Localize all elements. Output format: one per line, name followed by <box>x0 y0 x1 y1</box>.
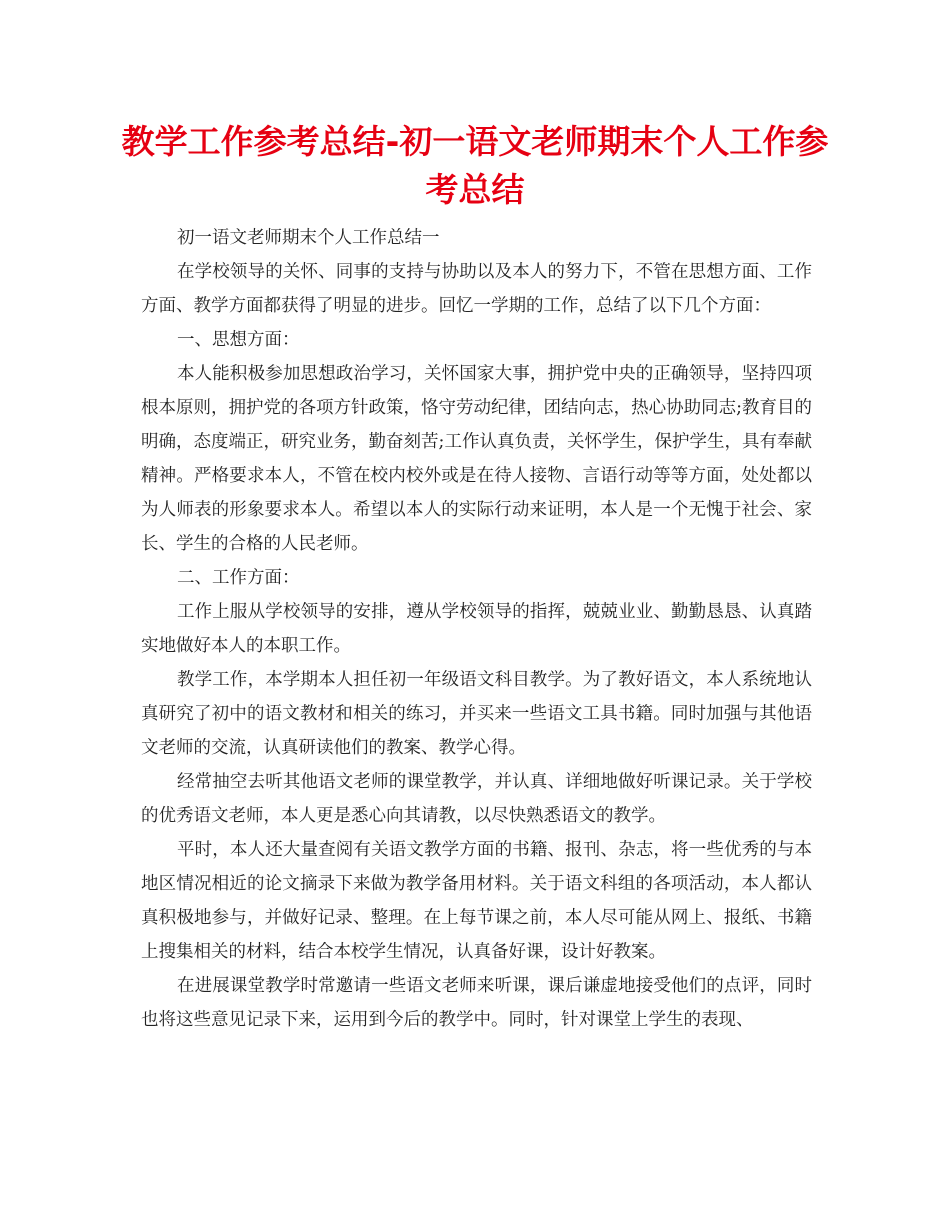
paragraph: 教学工作，本学期本人担任初一年级语文科目教学。为了教好语文，本人系统地认真研究了初中的语文教材和相关的练习，并买来一些语文工具书籍。同时加强与其他语文老师的交流，认真研读他们的教案、教学心得。 <box>141 670 812 758</box>
paragraph: 平时，本人还大量查阅有关语文教学方面的书籍、报刊、杂志，将一些优秀的与本地区情况相近的论文摘录下来做为教学备用材料。关于语文科组的各项活动，本人都认真积极地参与，并做好记录、整理。在上每节课之前，本人尽可能从网上、报纸、书籍上搜集相关的材料，结合本校学生情况，认真备好课，设计好教案。 <box>141 840 812 962</box>
paragraph: 工作上服从学校领导的安排，遵从学校领导的指挥，兢兢业业、勤勤恳恳、认真踏实地做好本人的本职工作。 <box>141 602 812 656</box>
paragraph: 在进展课堂教学时常邀请一些语文老师来听课，课后谦虚地接受他们的点评，同时也将这些意见记录下来，运用到今后的教学中。同时，针对课堂上学生的表现、 <box>141 976 812 1030</box>
section-heading: 初一语文老师期末个人工作总结一 <box>177 228 440 248</box>
section-heading: 二、工作方面： <box>177 568 300 588</box>
paragraph: 经常抽空去听其他语文老师的课堂教学，并认真、详细地做好听课记录。关于学校的优秀语文老师，本人更是悉心向其请教，以尽快熟悉语文的教学。 <box>141 772 812 826</box>
document-body <box>141 221 812 1037</box>
section-heading: 一、思想方面： <box>177 330 300 350</box>
paragraph: 本人能积极参加思想政治学习，关怀国家大事，拥护党中央的正确领导，坚持四项根本原则，拥护党的各项方针政策，恪守劳动纪律，团结向志，热心协助同志;教育目的明确，态度端正，研究业务，勤奋刻苦;工作认真负责，关怀学生，保护学生，具有奉献精神。严格要求本人，不管在校内校外或是在待人接物、言语行动等等方面，处处都以为人师表的形象要求本人。希望以本人的实际行动来证明，本人是一个无愧于社会、家长、学生的合格的人民老师。 <box>141 364 812 554</box>
document-title: 教学工作参考总结-初一语文老师期末个人工作参考总结 <box>121 122 829 209</box>
paragraph: 在学校领导的关怀、同事的支持与协助以及本人的努力下，不管在思想方面、工作方面、教学方面都获得了明显的进步。回忆一学期的工作，总结了以下几个方面： <box>141 262 812 316</box>
